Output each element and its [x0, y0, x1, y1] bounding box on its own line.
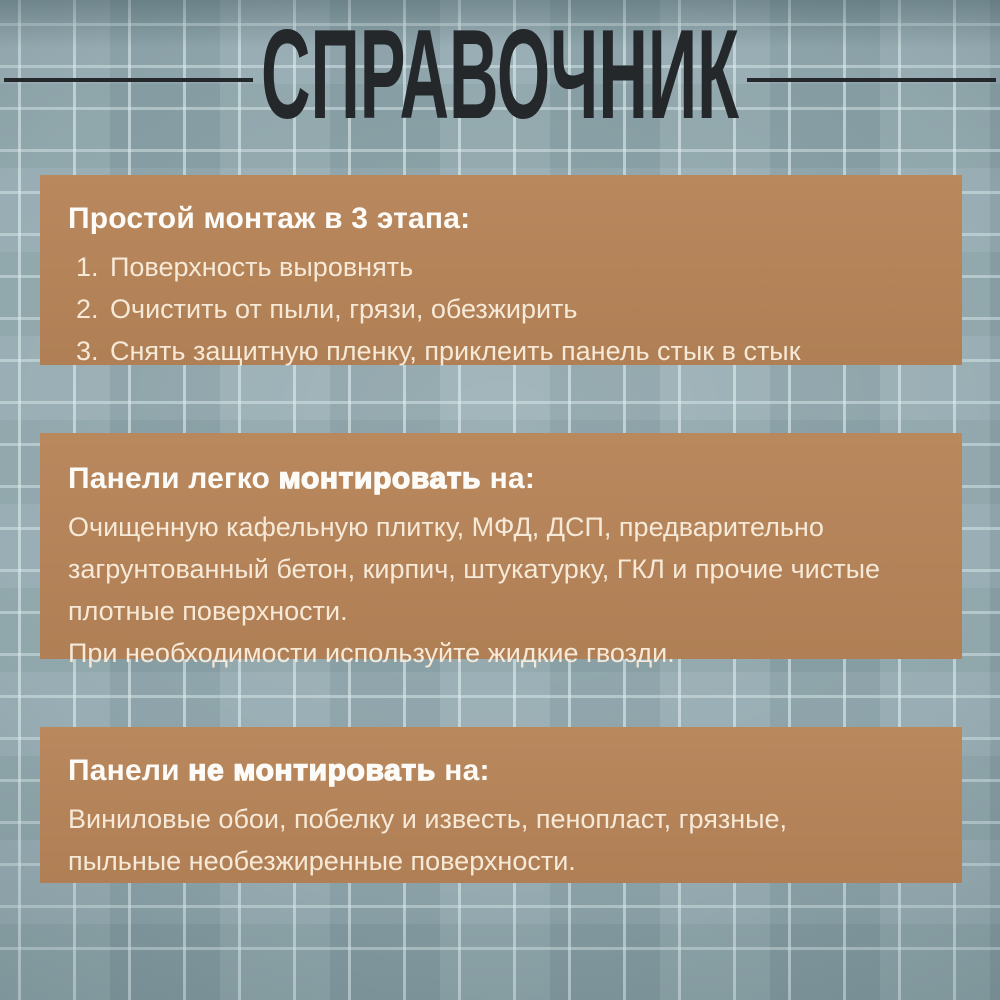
body-line: плотные поверхности. — [68, 596, 348, 626]
page-title: СПРАВОЧНИК — [260, 3, 740, 145]
heading-text: на: — [435, 754, 490, 787]
steps-list — [68, 246, 934, 372]
item-text: Поверхность выровнять — [110, 252, 414, 282]
body-line: Виниловые обои, побелку и известь, пенопласт, грязные, — [68, 804, 788, 834]
item-number: 3. — [76, 336, 99, 366]
heading-emphasis: монтировать — [278, 462, 482, 495]
card-non-mountable-surfaces — [40, 727, 962, 883]
list-item — [76, 288, 934, 330]
list-item — [76, 330, 934, 372]
heading-text: на: — [481, 462, 536, 495]
title-divider-left — [4, 78, 253, 82]
card-heading — [68, 461, 934, 497]
body-line: загрунтованный бетон, кирпич, штукатурку, ГКЛ и прочие чистые — [68, 554, 881, 584]
item-text: Снять защитную пленку, приклеить панель стык в стык — [110, 336, 801, 366]
card-heading: Простой монтаж в 3 этапа: — [68, 202, 471, 235]
item-number: 2. — [76, 294, 99, 324]
heading-text: Панели легко — [68, 462, 279, 495]
body-line: При необходимости используйте жидкие гвозди. — [68, 638, 675, 668]
list-item — [76, 246, 934, 288]
body-line: Очищенную кафельную плитку, МФД, ДСП, предварительно — [68, 512, 824, 542]
card-installation-steps — [40, 175, 962, 365]
title-divider-right — [747, 78, 996, 82]
title-row — [0, 0, 1000, 160]
card-heading — [68, 753, 934, 789]
body-line: пыльные необезжиренные поверхности. — [68, 846, 576, 876]
heading-emphasis: не монтировать — [188, 754, 436, 787]
item-number: 1. — [76, 252, 99, 282]
card-mountable-surfaces — [40, 433, 962, 668]
heading-text: Панели — [68, 754, 189, 787]
item-text: Очистить от пыли, грязи, обезжирить — [110, 294, 578, 324]
card-body — [68, 798, 934, 882]
card-body — [68, 506, 934, 674]
